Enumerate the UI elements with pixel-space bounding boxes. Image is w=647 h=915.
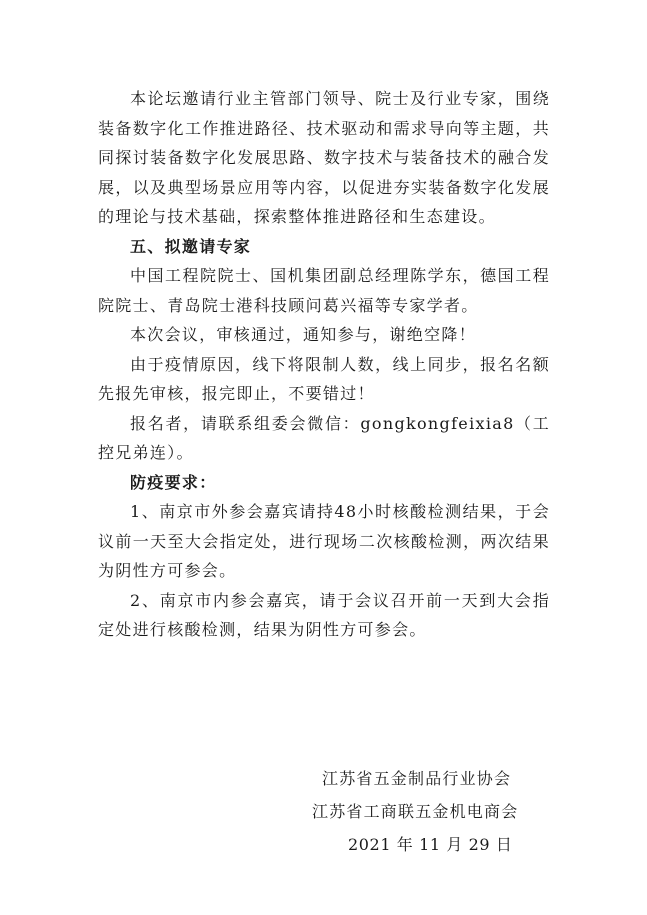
paragraph-requirement-outside-nanjing: 1、南京市外参会嘉宾请持48小时核酸检测结果，于会议前一天至大会指定处，进行现场二次核酸检测，两次结果为阴性方可参会。 (98, 502, 550, 580)
paragraph-registration-contact: 报名者，请联系组委会微信：gongkongfeixia8（工控兄弟连）。 (98, 413, 550, 462)
document-body (98, 84, 550, 645)
section-heading-invited-experts: 五、拟邀请专家 (130, 236, 252, 256)
section-heading-epidemic-requirements: 防疫要求： (130, 472, 217, 492)
paragraph-requirement-inside-nanjing: 2、南京市内参会嘉宾，请于会议召开前一天到大会指定处进行核酸检测，结果为阴性方可参会。 (98, 590, 550, 639)
paragraph-registration-limit: 由于疫情原因，线下将限制人数，线上同步，报名名额先报先审核，报完即止，不要错过！ (98, 354, 550, 403)
paragraph-forum-intro: 本论坛邀请行业主管部门领导、院士及行业专家，围绕装备数字化工作推进路径、技术驱动和需求导向等主题，共同探讨装备数字化发展思路、数字技术与装备技术的融合发展，以及典型场景应用等内容，以促进夯实装备数字化发展的理论与技术基础，探索整体推进路径和生态建设。 (98, 89, 550, 226)
paragraph-expert-list: 中国工程院院士、国机集团副总经理陈学东，德国工程院院士、青岛院士港科技顾问葛兴福等专家学者。 (98, 266, 550, 315)
signature-date: 2021 年 11 月 29 日 (348, 835, 513, 854)
signature-org-hardware-association: 江苏省五金制品行业协会 (322, 769, 512, 788)
paragraph-review-notice: 本次会议，审核通过，通知参与，谢绝空降！ (130, 325, 477, 344)
signature-org-chamber-of-commerce: 江苏省工商联五金机电商会 (312, 802, 519, 821)
signature-block (300, 762, 550, 861)
